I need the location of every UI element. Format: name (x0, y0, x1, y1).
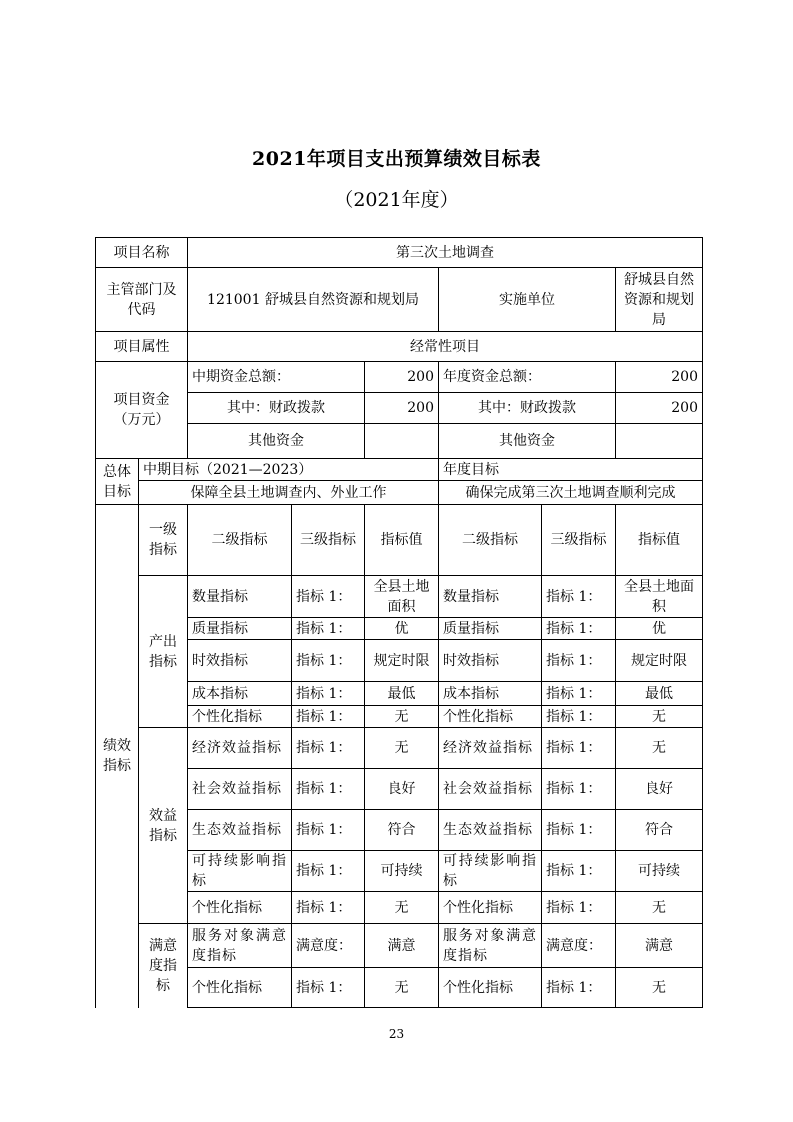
cell-value: 最低 (616, 682, 703, 706)
table-row (96, 924, 703, 968)
cell-value: 全县土地面积 (365, 576, 439, 618)
table-row (96, 728, 703, 769)
label-overall-goal: 总体目标 (96, 459, 139, 505)
cell-level2: 个性化指标 (439, 968, 542, 1008)
row-goal-values (96, 481, 703, 505)
cell-level3: 指标 1： (292, 706, 365, 728)
cell-level3: 指标 1： (292, 728, 365, 769)
cell-value: 符合 (365, 810, 439, 851)
cell-level3: 指标 1： (542, 810, 616, 851)
year-goal-header: 年度目标 (439, 459, 703, 481)
page-subtitle: （2021年度） (334, 189, 459, 211)
label-year-total: 年度资金总额： (439, 362, 616, 393)
header-level2-mid: 二级指标 (188, 505, 292, 576)
header-level2-year: 二级指标 (439, 505, 542, 576)
cell-level2: 经济效益指标 (188, 728, 292, 769)
header-value-mid: 指标值 (365, 505, 439, 576)
cell-value: 满意 (365, 924, 439, 968)
cell-value: 最低 (365, 682, 439, 706)
cell-level3: 指标 1： (292, 682, 365, 706)
table-row (96, 968, 703, 1008)
value-fiscal-year: 200 (616, 393, 703, 424)
table-row (96, 851, 703, 892)
cell-level2: 服务对象满意度指标 (439, 924, 542, 968)
page-number: 23 (388, 1027, 405, 1041)
cell-value: 无 (365, 968, 439, 1008)
mid-goal-header: 中期目标（2021—2023） (139, 459, 439, 481)
cell-level3: 指标 1： (292, 892, 365, 924)
cell-value: 满意 (616, 924, 703, 968)
cell-level2: 时效指标 (188, 640, 292, 682)
row-funds-fiscal (96, 393, 703, 424)
cell-level3: 指标 1： (542, 576, 616, 618)
cell-value: 无 (616, 706, 703, 728)
cell-value: 可持续 (616, 851, 703, 892)
cell-value: 无 (365, 892, 439, 924)
cell-level3: 指标 1： (292, 640, 365, 682)
value-implementing-unit: 舒城县自然资源和规划局 (616, 268, 703, 332)
cell-level3: 指标 1： (542, 968, 616, 1008)
row-funds-other (96, 424, 703, 459)
mid-goal-value: 保障全县土地调查内、外业工作 (139, 481, 439, 505)
value-project-attribute: 经常性项目 (188, 332, 703, 362)
value-year-total: 200 (616, 362, 703, 393)
header-level3-year: 三级指标 (542, 505, 616, 576)
table-row (96, 618, 703, 640)
cell-level3: 指标 1： (542, 892, 616, 924)
cell-level2: 社会效益指标 (188, 769, 292, 810)
label-other-year: 其他资金 (439, 424, 616, 459)
label-project-name: 项目名称 (96, 238, 188, 268)
cell-level2: 生态效益指标 (439, 810, 542, 851)
value-department: 121001 舒城县自然资源和规划局 (188, 268, 439, 332)
cell-level3: 指标 1： (542, 682, 616, 706)
header-level3-mid: 三级指标 (292, 505, 365, 576)
cell-level2: 服务对象满意度指标 (188, 924, 292, 968)
page-title: 2021年项目支出预算绩效目标表 (252, 148, 541, 170)
cell-value: 无 (616, 728, 703, 769)
row-department (96, 268, 703, 332)
cell-value: 优 (365, 618, 439, 640)
cell-level2: 数量指标 (439, 576, 542, 618)
header-level1: 一级指标 (139, 505, 188, 576)
cell-level3: 指标 1： (292, 769, 365, 810)
cell-level2: 质量指标 (188, 618, 292, 640)
row-goal-headers (96, 459, 703, 481)
cell-level2: 个性化指标 (188, 968, 292, 1008)
cell-level3: 指标 1： (292, 968, 365, 1008)
year-goal-value: 确保完成第三次土地调查顺利完成 (439, 481, 703, 505)
cell-value: 可持续 (365, 851, 439, 892)
cell-value: 无 (616, 968, 703, 1008)
cell-level3: 满意度： (542, 924, 616, 968)
cell-level3: 指标 1： (292, 810, 365, 851)
cell-level3: 指标 1： (292, 618, 365, 640)
label-performance: 绩效指标 (96, 505, 139, 1008)
cell-level3: 满意度： (292, 924, 365, 968)
cell-level2: 个性化指标 (188, 706, 292, 728)
group-benefit: 效益指标 (139, 728, 188, 924)
cell-value: 优 (616, 618, 703, 640)
cell-value: 无 (616, 892, 703, 924)
cell-level2: 时效指标 (439, 640, 542, 682)
cell-value: 无 (365, 706, 439, 728)
label-implementing-unit: 实施单位 (439, 268, 616, 332)
group-satisfaction: 满意度指标 (139, 924, 188, 1008)
group-output: 产出指标 (139, 576, 188, 728)
cell-value: 规定时限 (616, 640, 703, 682)
value-fiscal-mid: 200 (365, 393, 439, 424)
cell-level2: 生态效益指标 (188, 810, 292, 851)
cell-level2: 可持续影响指标 (188, 851, 292, 892)
value-other-mid (365, 424, 439, 459)
cell-level2: 经济效益指标 (439, 728, 542, 769)
cell-level2: 质量指标 (439, 618, 542, 640)
cell-level3: 指标 1： (292, 576, 365, 618)
cell-value: 良好 (616, 769, 703, 810)
table-row (96, 769, 703, 810)
cell-level3: 指标 1： (292, 851, 365, 892)
table-row (96, 640, 703, 682)
row-funds-total (96, 362, 703, 393)
value-project-name: 第三次土地调查 (188, 238, 703, 268)
label-fiscal-year: 其中：财政拨款 (439, 393, 616, 424)
cell-level3: 指标 1： (542, 618, 616, 640)
cell-level2: 个性化指标 (439, 706, 542, 728)
cell-level3: 指标 1： (542, 640, 616, 682)
row-indicator-headers (96, 505, 703, 576)
table-row (96, 892, 703, 924)
table-row (96, 810, 703, 851)
performance-table (95, 237, 703, 1008)
table-row (96, 706, 703, 728)
cell-level2: 成本指标 (439, 682, 542, 706)
cell-value: 规定时限 (365, 640, 439, 682)
table-row (96, 682, 703, 706)
cell-level2: 个性化指标 (439, 892, 542, 924)
label-fiscal-mid: 其中：财政拨款 (188, 393, 365, 424)
cell-level3: 指标 1： (542, 728, 616, 769)
row-project-attribute (96, 332, 703, 362)
cell-level3: 指标 1： (542, 706, 616, 728)
table-row (96, 576, 703, 618)
label-mid-total: 中期资金总额： (188, 362, 365, 393)
label-other-mid: 其他资金 (188, 424, 365, 459)
cell-value: 符合 (616, 810, 703, 851)
value-mid-total: 200 (365, 362, 439, 393)
row-project-name (96, 238, 703, 268)
cell-value: 无 (365, 728, 439, 769)
label-project-funds: 项目资金（万元） (96, 362, 188, 459)
cell-value: 全县土地面积 (616, 576, 703, 618)
cell-level3: 指标 1： (542, 769, 616, 810)
label-project-attribute: 项目属性 (96, 332, 188, 362)
value-other-year (616, 424, 703, 459)
cell-value: 良好 (365, 769, 439, 810)
cell-level2: 可持续影响指标 (439, 851, 542, 892)
cell-level2: 社会效益指标 (439, 769, 542, 810)
cell-level3: 指标 1： (542, 851, 616, 892)
cell-level2: 成本指标 (188, 682, 292, 706)
cell-level2: 数量指标 (188, 576, 292, 618)
header-value-year: 指标值 (616, 505, 703, 576)
label-department-code: 主管部门及代码 (96, 268, 188, 332)
cell-level2: 个性化指标 (188, 892, 292, 924)
